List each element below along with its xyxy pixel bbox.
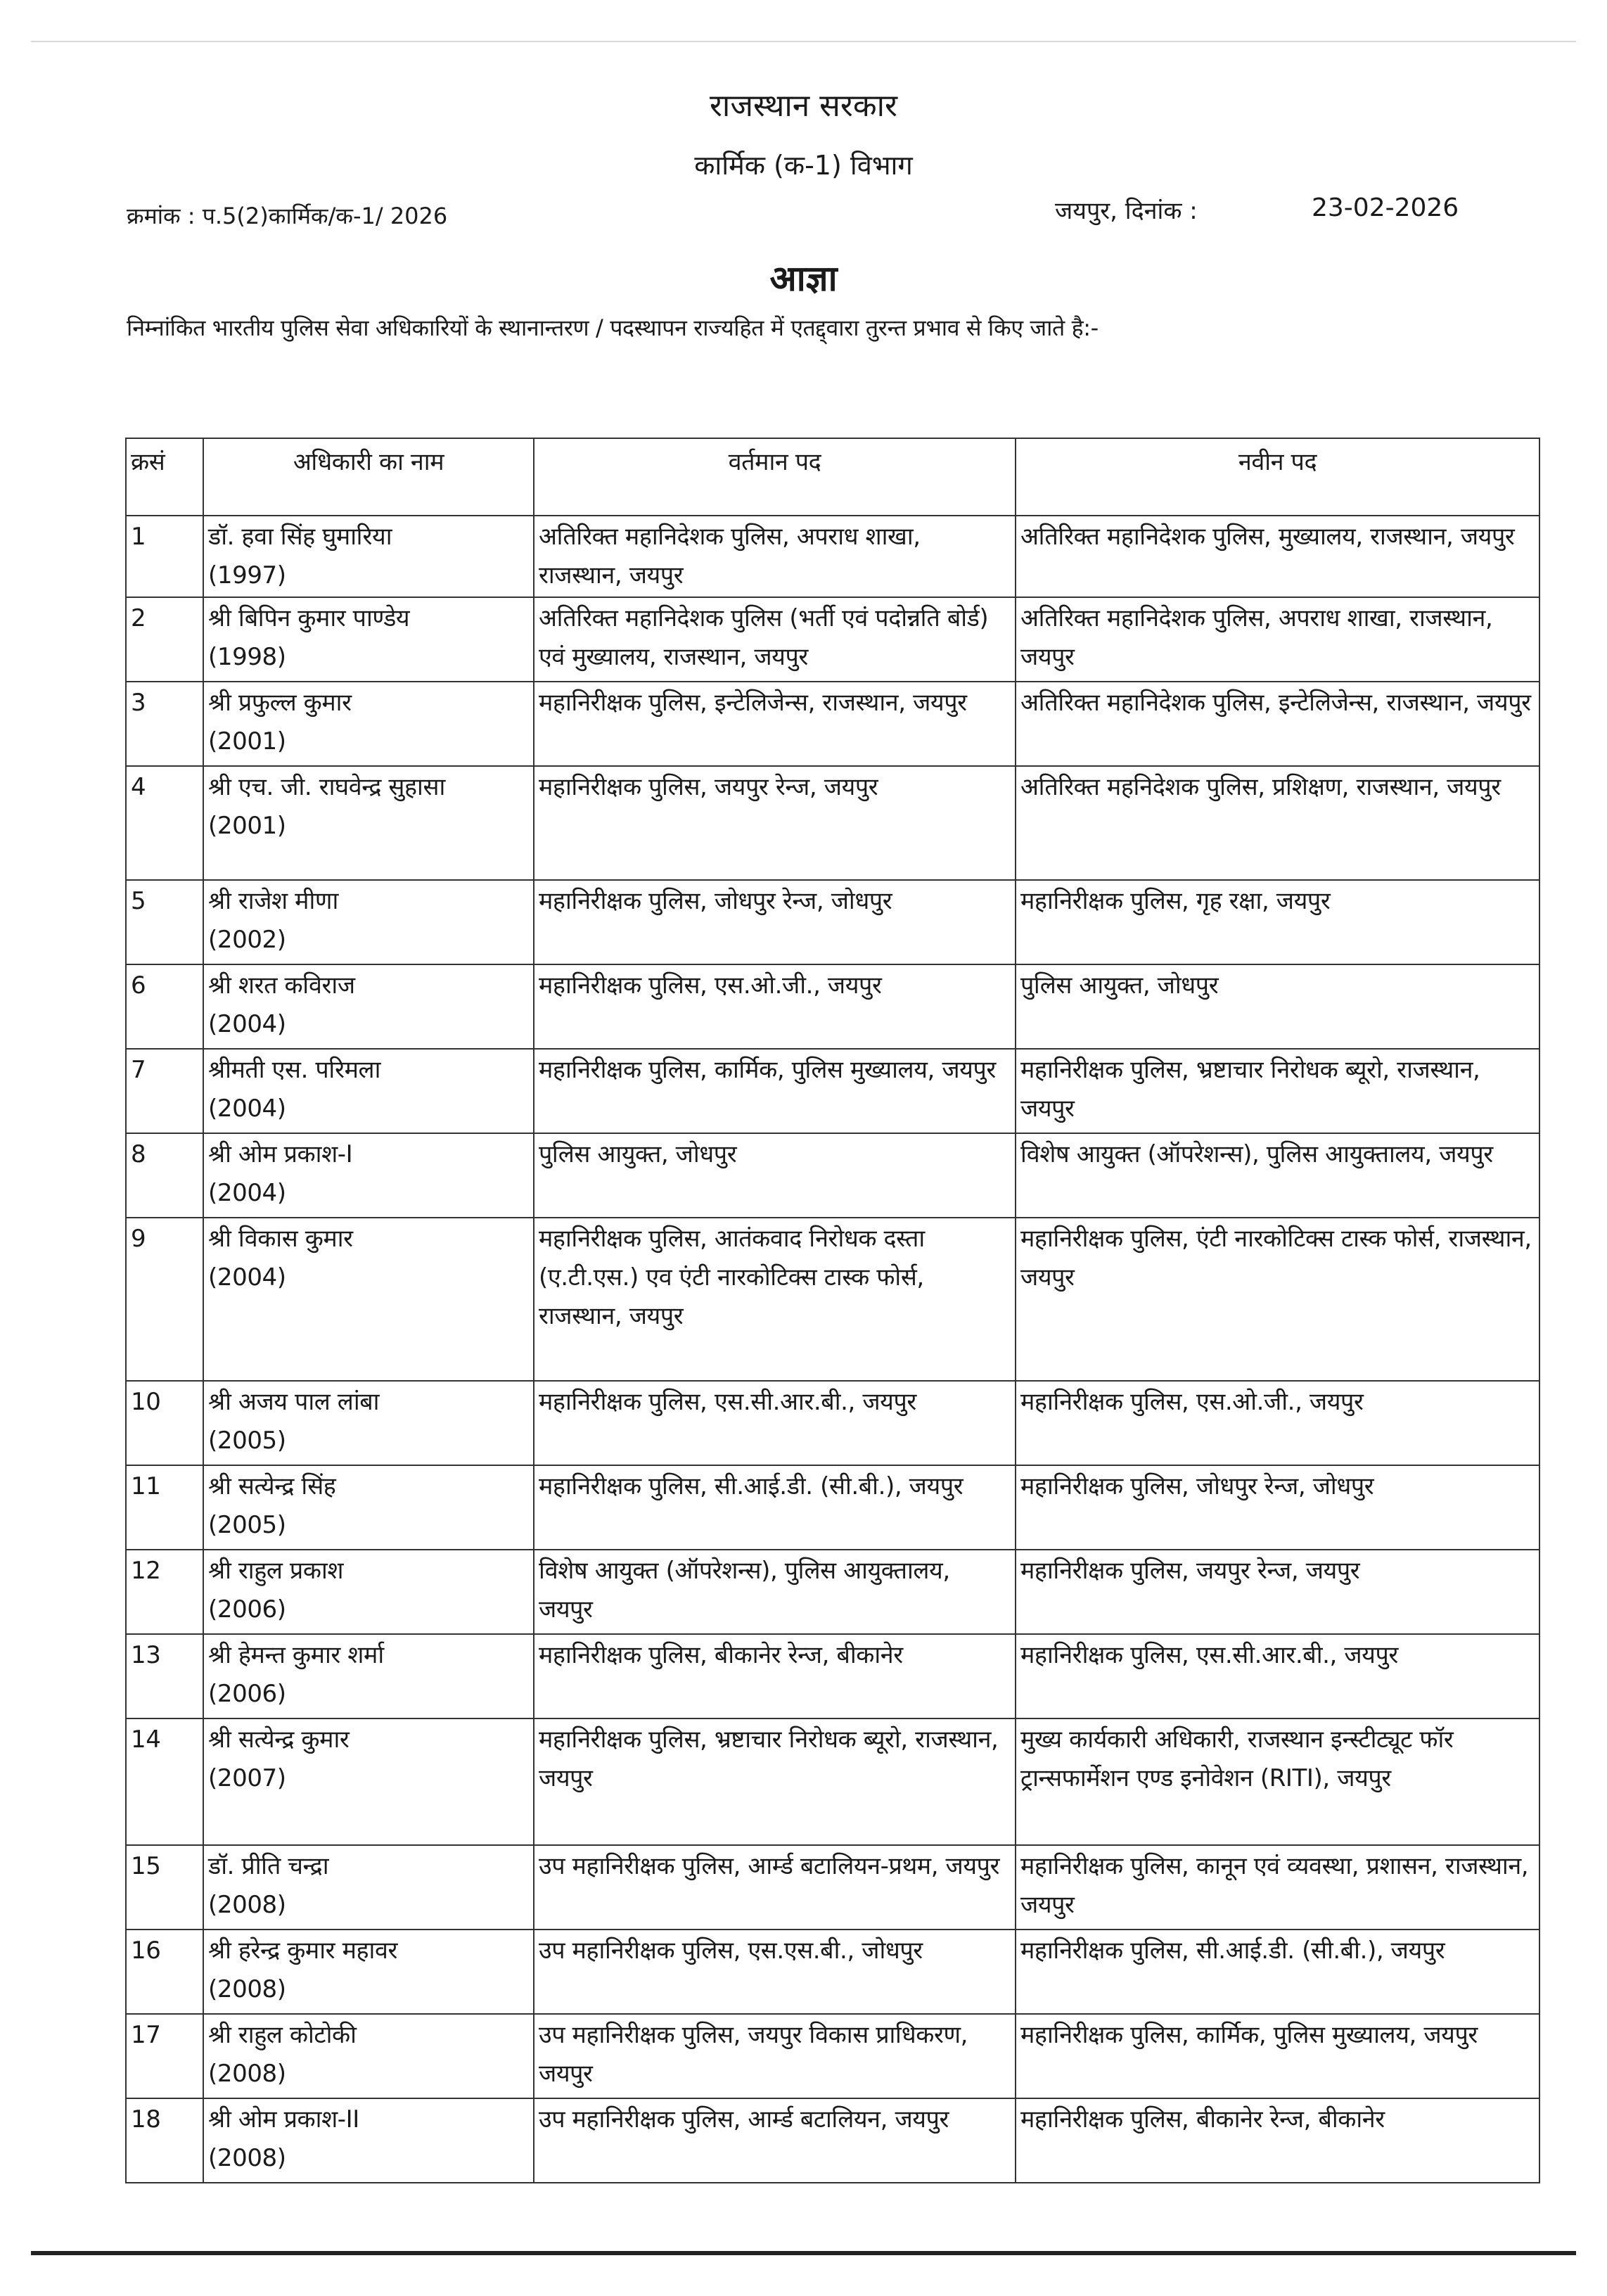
serial-number-cell: 3 [126, 682, 203, 766]
officer-name: श्री ओम प्रकाश-I [208, 1140, 353, 1168]
current-post-cell: अतिरिक्त महानिदेशक पुलिस, अपराध शाखा, राजस्थान, जयपुर [534, 516, 1016, 597]
serial-number-cell: 9 [126, 1218, 203, 1381]
column-header-new-post: नवीन पद [1016, 438, 1539, 516]
officer-cell [203, 1381, 534, 1465]
current-post-cell: उप महानिरीक्षक पुलिस, आर्म्ड बटालियन, जयपुर [534, 2098, 1016, 2183]
officer-batch-year: (2006) [208, 1680, 286, 1708]
officer-cell [203, 516, 534, 597]
officer-batch-year: (2004) [208, 1010, 286, 1038]
officer-batch-year: (2002) [208, 926, 286, 954]
new-post-cell: महानिरीक्षक पुलिस, एस.ओ.जी., जयपुर [1016, 1381, 1539, 1465]
officer-name: श्री एच. जी. राघवेन्द्र सुहासा [208, 773, 445, 801]
bottom-divider [31, 2251, 1576, 2255]
current-post-cell: महानिरीक्षक पुलिस, बीकानेर रेन्ज, बीकानेर [534, 1634, 1016, 1718]
table-row [126, 1845, 1539, 1930]
transfer-table [125, 438, 1540, 2183]
officer-cell [203, 1133, 534, 1218]
officer-cell [203, 1550, 534, 1634]
new-post-cell: अतिरिक्त महानिदेशक पुलिस, मुख्यालय, राजस्थान, जयपुर [1016, 516, 1539, 597]
new-post-cell: अतिरिक्त महानिदेशक पुलिस, इन्टेलिजेन्स, राजस्थान, जयपुर [1016, 682, 1539, 766]
serial-number-cell: 14 [126, 1718, 203, 1845]
officer-name: श्रीमती एस. परिमला [208, 1056, 381, 1084]
new-post-cell: महानिरीक्षक पुलिस, कानून एवं व्यवस्था, प्रशासन, राजस्थान, जयपुर [1016, 1845, 1539, 1930]
table-row [126, 1634, 1539, 1718]
order-date: 23-02-2026 [1312, 193, 1459, 222]
serial-number-cell: 1 [126, 516, 203, 597]
officer-batch-year: (2001) [208, 812, 286, 840]
officer-name: डॉ. हवा सिंह घुमारिया [208, 523, 392, 551]
officer-name: श्री ओम प्रकाश-II [208, 2105, 359, 2134]
table-row [126, 1930, 1539, 2014]
department-heading: कार्मिक (क-1) विभाग [694, 150, 913, 181]
column-header-serial: क्रसं [126, 438, 203, 516]
table-row [126, 1218, 1539, 1381]
officer-batch-year: (2001) [208, 727, 286, 755]
new-post-cell: महानिरीक्षक पुलिस, भ्रष्टाचार निरोधक ब्यूरो, राजस्थान, जयपुर [1016, 1049, 1539, 1133]
officer-name: श्री बिपिन कुमार पाण्डेय [208, 604, 410, 632]
current-post-cell: महानिरीक्षक पुलिस, सी.आई.डी. (सी.बी.), जयपुर [534, 1465, 1016, 1550]
officer-batch-year: (2004) [208, 1095, 286, 1123]
officer-name: श्री राहुल कोटोकी [208, 2021, 357, 2049]
officer-batch-year: (2006) [208, 1595, 286, 1624]
officer-cell [203, 2098, 534, 2183]
table-row [126, 880, 1539, 964]
current-post-cell: पुलिस आयुक्त, जोधपुर [534, 1133, 1016, 1218]
officer-name: श्री शरत कविराज [208, 971, 355, 1000]
new-post-cell: महानिरीक्षक पुलिस, जयपुर रेन्ज, जयपुर [1016, 1550, 1539, 1634]
officer-cell [203, 1218, 534, 1381]
current-post-cell: महानिरीक्षक पुलिस, भ्रष्टाचार निरोधक ब्यूरो, राजस्थान, जयपुर [534, 1718, 1016, 1845]
current-post-cell: विशेष आयुक्त (ऑपरेशन्स), पुलिस आयुक्तालय, जयपुर [534, 1550, 1016, 1634]
current-post-cell: उप महानिरीक्षक पुलिस, एस.एस.बी., जोधपुर [534, 1930, 1016, 2014]
new-post-cell: अतिरिक्त महनिदेशक पुलिस, प्रशिक्षण, राजस्थान, जयपुर [1016, 766, 1539, 880]
officer-cell [203, 597, 534, 682]
current-post-cell: महानिरीक्षक पुलिस, आतंकवाद निरोधक दस्ता (ए.टी.एस.) एव एंटी नारकोटिक्स टास्क फोर्स, राजस्थान, जयपुर [534, 1218, 1016, 1381]
officer-name: डॉ. प्रीति चन्द्रा [208, 1852, 329, 1880]
officer-cell [203, 682, 534, 766]
serial-number-cell: 8 [126, 1133, 203, 1218]
current-post-cell: अतिरिक्त महानिदेशक पुलिस (भर्ती एवं पदोन्नति बोर्ड) एवं मुख्यालय, राजस्थान, जयपुर [534, 597, 1016, 682]
officer-cell [203, 1634, 534, 1718]
new-post-cell: पुलिस आयुक्त, जोधपुर [1016, 964, 1539, 1049]
new-post-cell: विशेष आयुक्त (ऑपरेशन्स), पुलिस आयुक्तालय, जयपुर [1016, 1133, 1539, 1218]
current-post-cell: महानिरीक्षक पुलिस, जोधपुर रेन्ज, जोधपुर [534, 880, 1016, 964]
officer-name: श्री राहुल प्रकाश [208, 1557, 344, 1585]
new-post-cell: महानिरीक्षक पुलिस, एस.सी.आर.बी., जयपुर [1016, 1634, 1539, 1718]
officer-name: श्री हेमन्त कुमार शर्मा [208, 1641, 384, 1669]
serial-number-cell: 13 [126, 1634, 203, 1718]
serial-number-cell: 18 [126, 2098, 203, 2183]
officer-batch-year: (1998) [208, 643, 286, 671]
officer-name: श्री प्रफुल्ल कुमार [208, 689, 352, 717]
table-row [126, 1550, 1539, 1634]
order-title: आज्ञा [769, 258, 838, 299]
officer-batch-year: (2004) [208, 1263, 286, 1292]
officer-cell [203, 1930, 534, 2014]
place-and-date-label: जयपुर, दिनांक : [1055, 197, 1198, 225]
column-header-officer-name: अधिकारी का नाम [203, 438, 534, 516]
government-heading: राजस्थान सरकार [709, 88, 898, 124]
officer-name: श्री हरेन्द्र कुमार महावर [208, 1937, 397, 1965]
new-post-cell: महानिरीक्षक पुलिस, बीकानेर रेन्ज, बीकानेर [1016, 2098, 1539, 2183]
officer-batch-year: (2008) [208, 1891, 286, 1919]
serial-number-cell: 15 [126, 1845, 203, 1930]
current-post-cell: महानिरीक्षक पुलिस, एस.सी.आर.बी., जयपुर [534, 1381, 1016, 1465]
new-post-cell: महानिरीक्षक पुलिस, कार्मिक, पुलिस मुख्यालय, जयपुर [1016, 2014, 1539, 2098]
new-post-cell: महानिरीक्षक पुलिस, एंटी नारकोटिक्स टास्क फोर्स, राजस्थान, जयपुर [1016, 1218, 1539, 1381]
table-header-row [126, 438, 1539, 516]
new-post-cell: अतिरिक्त महानिदेशक पुलिस, अपराध शाखा, राजस्थान, जयपुर [1016, 597, 1539, 682]
table-row [126, 516, 1539, 597]
table-row [126, 682, 1539, 766]
serial-number-cell: 5 [126, 880, 203, 964]
table-row [126, 1381, 1539, 1465]
officer-batch-year: (2004) [208, 1179, 286, 1207]
order-intro-text: निम्नांकित भारतीय पुलिस सेवा अधिकारियों के स्थानान्तरण / पदस्थापन राज्यहित में एतद्द्वारा तुरन्त प्रभाव से किए जाते है:- [127, 314, 1099, 341]
serial-number-cell: 12 [126, 1550, 203, 1634]
serial-number-cell: 16 [126, 1930, 203, 2014]
officer-cell [203, 964, 534, 1049]
current-post-cell: महानिरीक्षक पुलिस, कार्मिक, पुलिस मुख्यालय, जयपुर [534, 1049, 1016, 1133]
officer-cell [203, 1718, 534, 1845]
table-row [126, 2014, 1539, 2098]
officer-batch-year: (2008) [208, 2144, 286, 2172]
officer-batch-year: (2008) [208, 2060, 286, 2088]
officer-cell [203, 1049, 534, 1133]
serial-number-cell: 10 [126, 1381, 203, 1465]
table-row [126, 964, 1539, 1049]
officer-batch-year: (2008) [208, 1975, 286, 2003]
officer-cell [203, 880, 534, 964]
table-row [126, 766, 1539, 880]
serial-number-cell: 17 [126, 2014, 203, 2098]
officer-name: श्री सत्येन्द्र कुमार [208, 1726, 350, 1754]
serial-number-cell: 4 [126, 766, 203, 880]
current-post-cell: महानिरीक्षक पुलिस, इन्टेलिजेन्स, राजस्थान, जयपुर [534, 682, 1016, 766]
officer-name: श्री विकास कुमार [208, 1225, 353, 1253]
new-post-cell: महानिरीक्षक पुलिस, जोधपुर रेन्ज, जोधपुर [1016, 1465, 1539, 1550]
officer-name: श्री अजय पाल लांबा [208, 1388, 380, 1416]
serial-number-cell: 11 [126, 1465, 203, 1550]
table-row [126, 1133, 1539, 1218]
officer-name: श्री सत्येन्द्र सिंह [208, 1472, 336, 1500]
officer-batch-year: (2005) [208, 1511, 286, 1539]
officer-batch-year: (2007) [208, 1764, 286, 1792]
officer-cell [203, 1465, 534, 1550]
new-post-cell: मुख्य कार्यकारी अधिकारी, राजस्थान इन्स्टीट्यूट फॉर ट्रान्सफार्मेशन एण्ड इनोवेशन (RITI), जयपुर [1016, 1718, 1539, 1845]
new-post-cell: महानिरीक्षक पुलिस, सी.आई.डी. (सी.बी.), जयपुर [1016, 1930, 1539, 2014]
order-reference-number: क्रमांक : प.5(2)कार्मिक/क-1/ 2026 [127, 203, 448, 229]
officer-name: श्री राजेश मीणा [208, 887, 338, 915]
table-row [126, 1465, 1539, 1550]
new-post-cell: महानिरीक्षक पुलिस, गृह रक्षा, जयपुर [1016, 880, 1539, 964]
serial-number-cell: 7 [126, 1049, 203, 1133]
officer-cell [203, 1845, 534, 1930]
officer-cell [203, 2014, 534, 2098]
officer-batch-year: (1997) [208, 561, 286, 589]
officer-cell [203, 766, 534, 880]
serial-number-cell: 6 [126, 964, 203, 1049]
column-header-current-post: वर्तमान पद [534, 438, 1016, 516]
current-post-cell: महानिरीक्षक पुलिस, जयपुर रेन्ज, जयपुर [534, 766, 1016, 880]
table-row [126, 2098, 1539, 2183]
serial-number-cell: 2 [126, 597, 203, 682]
table-row [126, 597, 1539, 682]
top-divider [31, 41, 1576, 42]
current-post-cell: उप महानिरीक्षक पुलिस, जयपुर विकास प्राधिकरण, जयपुर [534, 2014, 1016, 2098]
officer-batch-year: (2005) [208, 1427, 286, 1455]
current-post-cell: महानिरीक्षक पुलिस, एस.ओ.जी., जयपुर [534, 964, 1016, 1049]
table-row [126, 1049, 1539, 1133]
table-row [126, 1718, 1539, 1845]
current-post-cell: उप महानिरीक्षक पुलिस, आर्म्ड बटालियन-प्रथम, जयपुर [534, 1845, 1016, 1930]
